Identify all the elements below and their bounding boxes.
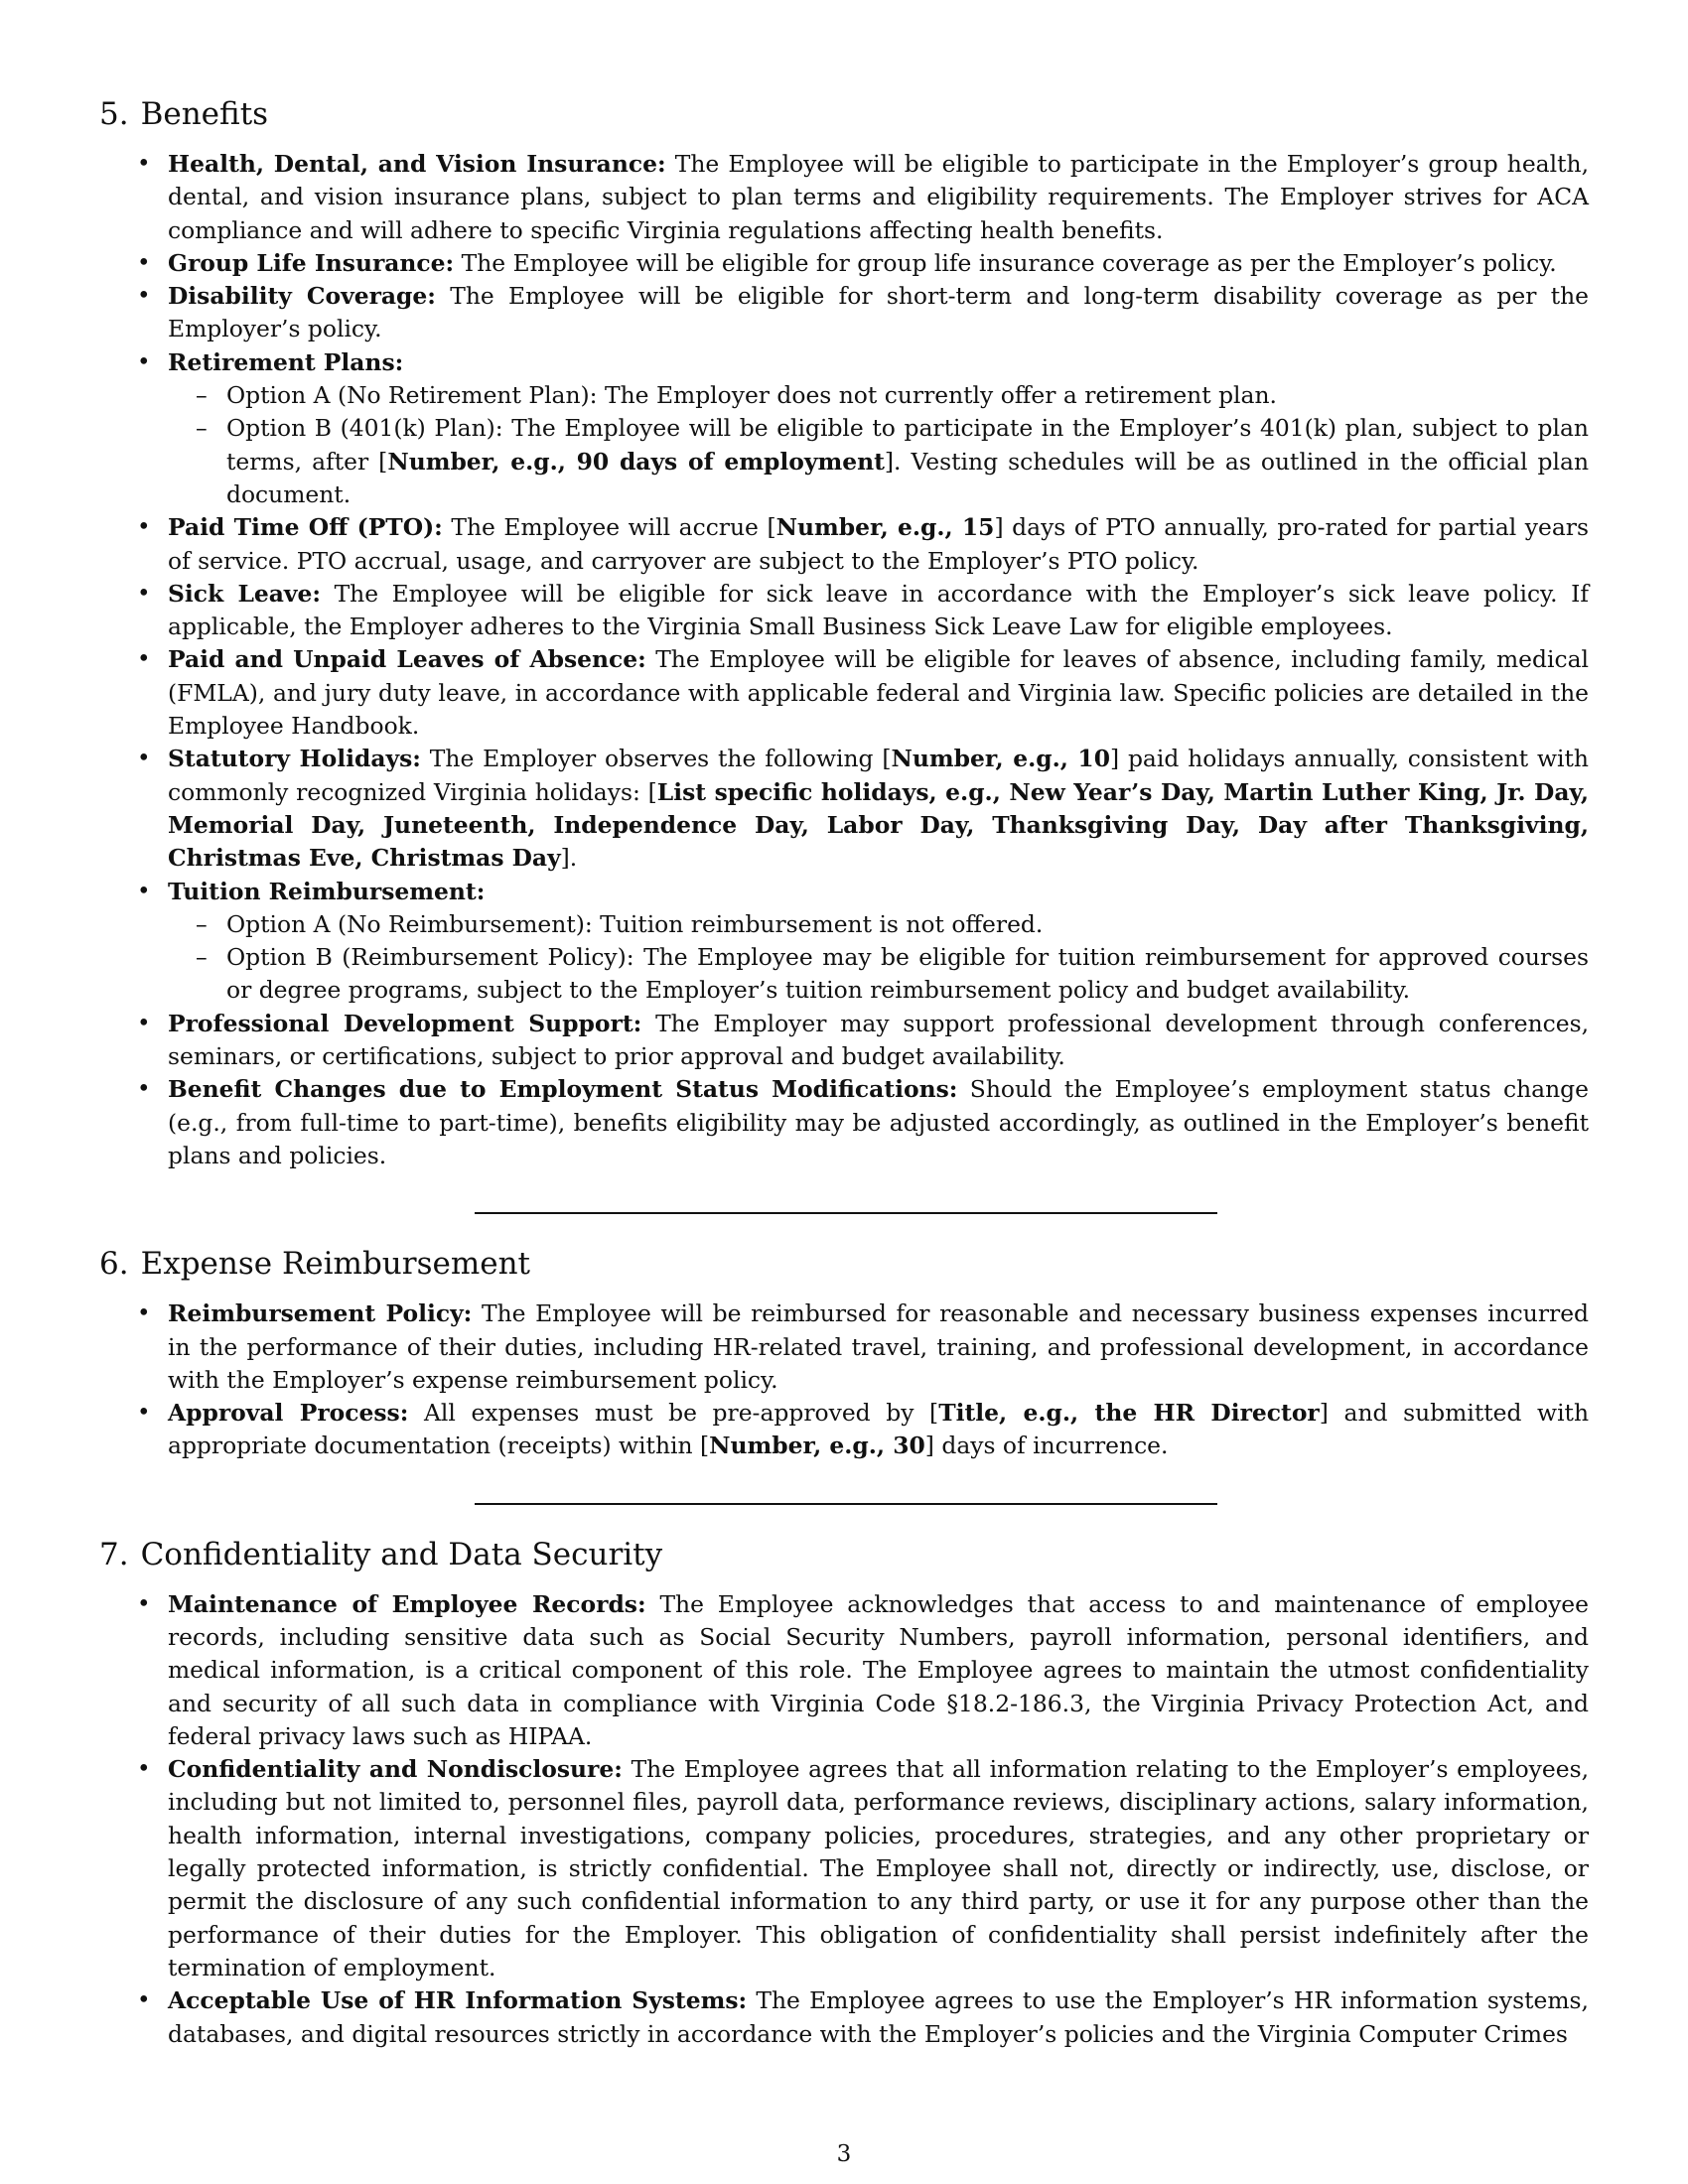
section-title: Expense Reimbursement [140,1246,530,1283]
bullet-icon: • [137,151,151,177]
list-item [99,280,1589,346]
section-items [99,148,1589,1172]
text-run: ] days of incurrence. [924,1432,1169,1460]
item-label: Health, Dental, and Vision Insurance: [168,150,666,178]
list-item [99,876,1589,1008]
bracket-placeholder: Number, e.g., 15 [775,513,995,542]
item-label: Group Life Insurance: [168,248,455,277]
list-item [99,346,1589,511]
bullet-icon: • [137,580,151,607]
item-text: The Employee will be eligible for group life insurance coverage as per the Employer’s policy. [461,248,1557,277]
list-item [99,743,1589,875]
text-run: Option B (401(k) Plan): The Employee will be eligible to participate in the Employer’s 401(k) plan, subject to plan terms, after [ [226,414,1589,476]
section-number: 5. [99,96,129,132]
bullet-icon: • [137,1590,151,1617]
sub-list-item [168,908,1589,941]
item-text: The Employee will be reimbursed for reasonable and necessary business expenses incurred in the performance of their duties, including HR-related travel, training, and professional development, in accordance with the Employer’s expense reimbursement policy. [168,1299,1590,1394]
item-label: Tuition Reimbursement: [168,877,486,905]
bullet-icon: • [137,1076,151,1103]
bullet-icon: • [137,1400,151,1427]
sub-list-item [168,412,1589,511]
bracket-placeholder: Title, e.g., the HR Director [938,1399,1320,1428]
section-number: 7. [99,1536,129,1572]
bullet-icon: • [137,646,151,673]
bracket-placeholder: Number, e.g., 10 [891,745,1110,773]
bullet-icon: • [137,249,151,276]
item-label: Professional Development Support: [168,1009,642,1037]
text-run: ] days of PTO annually, pro-rated for partial years of service. PTO accrual, usage, and carryover are subject to the Employer’s PTO policy. [168,513,1589,575]
item-text: The Employer may support professional development through conferences, seminars, or certifications, subject to prior approval and budget availability. [168,1009,1590,1071]
section-items [99,1588,1589,2051]
text-run: ] and submitted with appropriate documentation (receipts) within [ [168,1399,1590,1460]
list-item [99,1297,1589,1397]
section-items [99,1297,1589,1462]
sub-list [168,908,1589,1008]
item-text: The Employee acknowledges that access to and maintenance of employee records, including sensitive data such as Social Security Numbers, payroll information, personal identifiers, and medical information, is a critical component of this role. The Employee agrees to maintain the utmost confidentiality and security of all such data in compliance with Virginia Code §18.2-186.3, the Virginia Privacy Protection Act, and federal privacy laws such as HIPAA. [168,1589,1589,1750]
item-text: Should the Employee’s employment status change (e.g., from full-time to part-time), benefits eligibility may be adjusted accordingly, as outlined in the Employer’s benefit plans and policies. [168,1075,1590,1169]
document-page [99,94,1589,2051]
item-label: Confidentiality and Nondisclosure: [168,1755,623,1784]
page-number: 3 [836,2141,852,2167]
bracket-placeholder: List specific holidays, e.g., New Year’s Day, Martin Luther King, Jr. Day, Memorial Day, Juneteenth, Independence Day, Labor Day, Thanksgiving Day, Day after Thanksgiving, Christmas Eve, Christmas Day [168,777,1589,873]
item-text: The Employee agrees that all information relating to the Employer’s employees, including but not limited to, personnel files, payroll data, performance reviews, disciplinary actions, salary information, health information, internal investigations, company policies, procedures, strategies, and any other proprietary or legally protected information, is strictly confidential. The Employee shall not, directly or indirectly, use, disclose, or permit the disclosure of any such confidential information to any third party, or use it for any purpose other than the performance of their duties for the Employer. This obligation of confidentiality shall persist indefinitely after the termination of employment. [168,1755,1590,1981]
item-label: Acceptable Use of HR Information Systems: [168,1986,748,2015]
dash-icon: – [196,381,208,410]
item-text: The Employee agrees to use the Employer’s HR information systems, databases, and digital resources strictly in accordance with the Employer’s policies and the Virginia Computer Crimes [168,1986,1589,2048]
item-label: Paid and Unpaid Leaves of Absence: [168,645,646,674]
sub-list-item [168,379,1589,412]
list-item [99,1984,1589,2051]
item-text: The Employee will be eligible for leaves of absence, including family, medical (FMLA), and jury duty leave, in accordance with applicable federal and Virginia law. Specific policies are detailed in the Employee Handbook. [168,645,1590,741]
item-label: Paid Time Off (PTO): [168,513,443,542]
item-label: Retirement Plans: [168,347,404,376]
text-run: ]. [560,844,578,873]
item-text: The Employee will be eligible for sick leave in accordance with the Employer’s sick leave policy. If applicable, the Employer adheres to the Virginia Small Business Sick Leave Law for eligible employees. [168,579,1590,641]
item-label: Disability Coverage: [168,282,436,311]
section-number: 6. [99,1246,129,1283]
dash-icon: – [196,909,208,938]
item-label: Maintenance of Employee Records: [168,1589,646,1618]
text-run: All expenses must be pre-approved by [ [423,1399,939,1428]
list-item [99,643,1589,743]
text-run: Option A (No Retirement Plan): The Employer does not currently offer a retirement plan. [226,381,1277,410]
item-label: Statutory Holidays: [168,745,421,773]
section-heading [99,1244,1589,1284]
section-title: Confidentiality and Data Security [140,1536,663,1572]
text-run: Option B (Reimbursement Policy): The Employee may be eligible for tuition reimbursement for approved courses or degree programs, subject to the Employer’s tuition reimbursement policy and budget availability. [226,943,1589,1005]
section-title: Benefits [140,96,269,132]
bullet-icon: • [137,348,151,375]
dash-icon: – [196,943,208,972]
bullet-icon: • [137,283,151,310]
section-spacer [99,1505,1589,1535]
dash-icon: – [196,414,208,443]
bullet-icon: • [137,1300,151,1327]
bracket-placeholder: Number, e.g., 90 days of employment [387,447,885,476]
section-spacer [99,1214,1589,1244]
bullet-icon: • [137,746,151,772]
list-item [99,1397,1589,1463]
item-label: Benefit Changes due to Employment Status Modifications: [168,1075,958,1104]
text-run: Option A (No Reimbursement): Tuition reimbursement is not offered. [226,909,1044,938]
text-run: The Employer observes the following [ [429,745,892,773]
bullet-icon: • [137,1010,151,1036]
item-label: Reimbursement Policy: [168,1299,473,1328]
bullet-icon: • [137,514,151,541]
item-label: Sick Leave: [168,579,322,608]
bracket-placeholder: Number, e.g., 30 [709,1432,925,1460]
text-run: ] paid holidays annually, consistent with commonly recognized Virginia holidays: [ [168,745,1589,806]
list-item [99,1588,1589,1753]
list-item [99,148,1589,247]
bullet-icon: • [137,878,151,904]
list-item [99,1753,1589,1984]
list-item [99,1008,1589,1074]
sub-list [168,379,1589,511]
bullet-icon: • [137,1756,151,1783]
text-run: ]. Vesting schedules will be as outlined in the official plan document. [226,447,1590,508]
list-item [99,511,1589,578]
text-run: The Employee will accrue [ [451,513,776,542]
item-text: The Employee will be eligible for short-term and long-term disability coverage as per the Employer’s policy. [168,282,1589,343]
sub-list-item [168,941,1589,1008]
list-item [99,1073,1589,1172]
section-heading [99,1535,1589,1574]
list-item [99,247,1589,280]
item-text: The Employee will be eligible to participate in the Employer’s group health, dental, and vision insurance plans, subject to plan terms and eligibility requirements. The Employer strives for ACA compliance and will adhere to specific Virginia regulations affecting health benefits. [168,150,1590,244]
bullet-icon: • [137,1987,151,2014]
item-label: Approval Process: [168,1399,409,1428]
section-heading [99,94,1589,134]
list-item [99,578,1589,644]
